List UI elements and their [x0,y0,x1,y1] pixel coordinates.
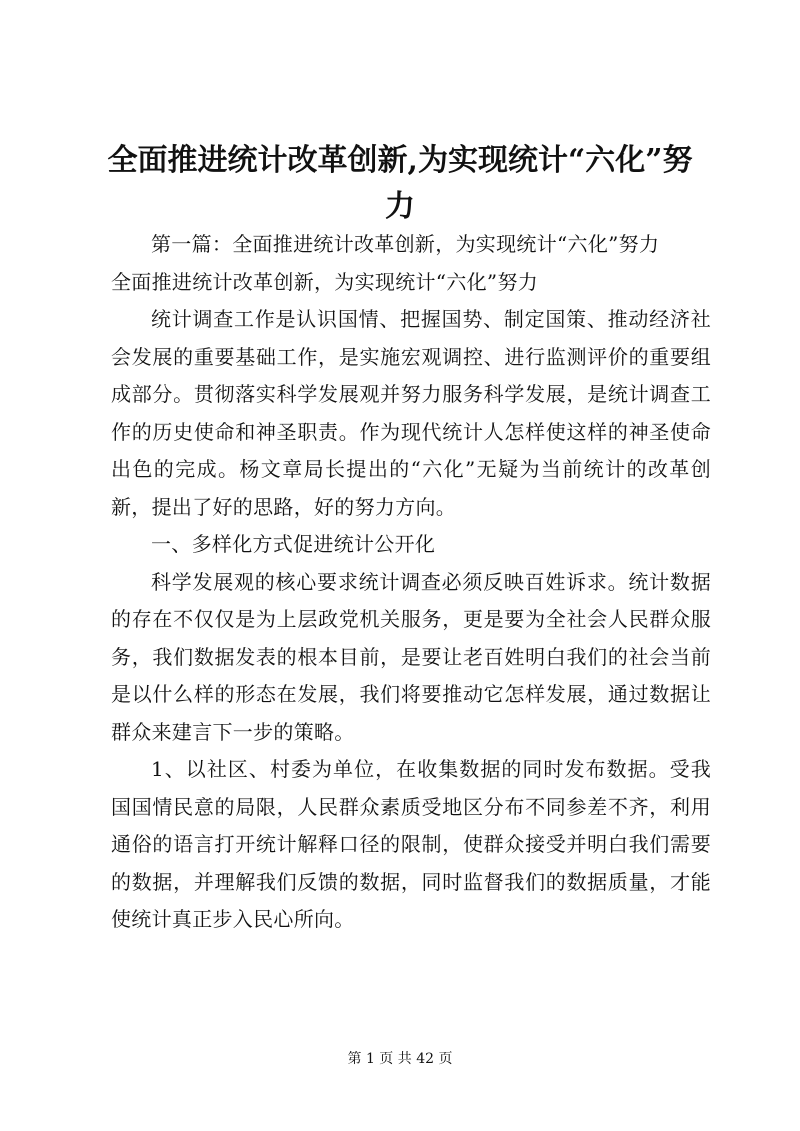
paragraph-item-1: 1、以社区、村委为单位，在收集数据的同时发布数据。受我国国情民意的局限，人民群众素质受地区分布不同参差不齐，利用通俗的语言打开统计解释口径的限制，使群众接受并明白我们需要的数据，并理解我们反馈的数据，同时监督我们的数据质量，才能使统计真正步入民心所向。 [111,757,711,931]
paragraph-subtitle-repeat: 全面推进统计改革创新，为实现统计“六化”努力 [111,269,539,294]
paragraph-section-1: 科学发展观的核心要求统计调查必须反映百姓诉求。统计数据的存在不仅仅是为上层政党机关服务，更是要为全社会人民群众服务，我们数据发表的根本目前，是要让老百姓明白我们的社会当前是以什么样的形态在发展，我们将要推动它怎样发展，通过数据让群众来建言下一步的策略。 [111,569,711,744]
page-footer: 第 1 页 共 42 页 [347,1051,453,1067]
document-title: 全面推进统计改革创新,为实现统计“六化”努力 [107,143,693,224]
section-heading-1: 一、多样化方式促进统计公开化 [151,532,436,556]
paragraph-intro: 统计调查工作是认识国情、把握国势、制定国策、推动经济社会发展的重要基础工作，是实施宏观调控、进行监测评价的重要组成部分。贯彻落实科学发展观并努力服务科学发展，是统计调查工作的历史使命和神圣职责。作为现代统计人怎样使这样的神圣使命出色的完成。杨文章局长提出的“六化”无疑为当前统计的改革创新，提出了好的思路，好的努力方向。 [111,307,711,519]
document-body [111,226,711,939]
paragraph-subtitle: 第一篇：全面推进统计改革创新，为实现统计“六化”努力 [151,232,660,256]
